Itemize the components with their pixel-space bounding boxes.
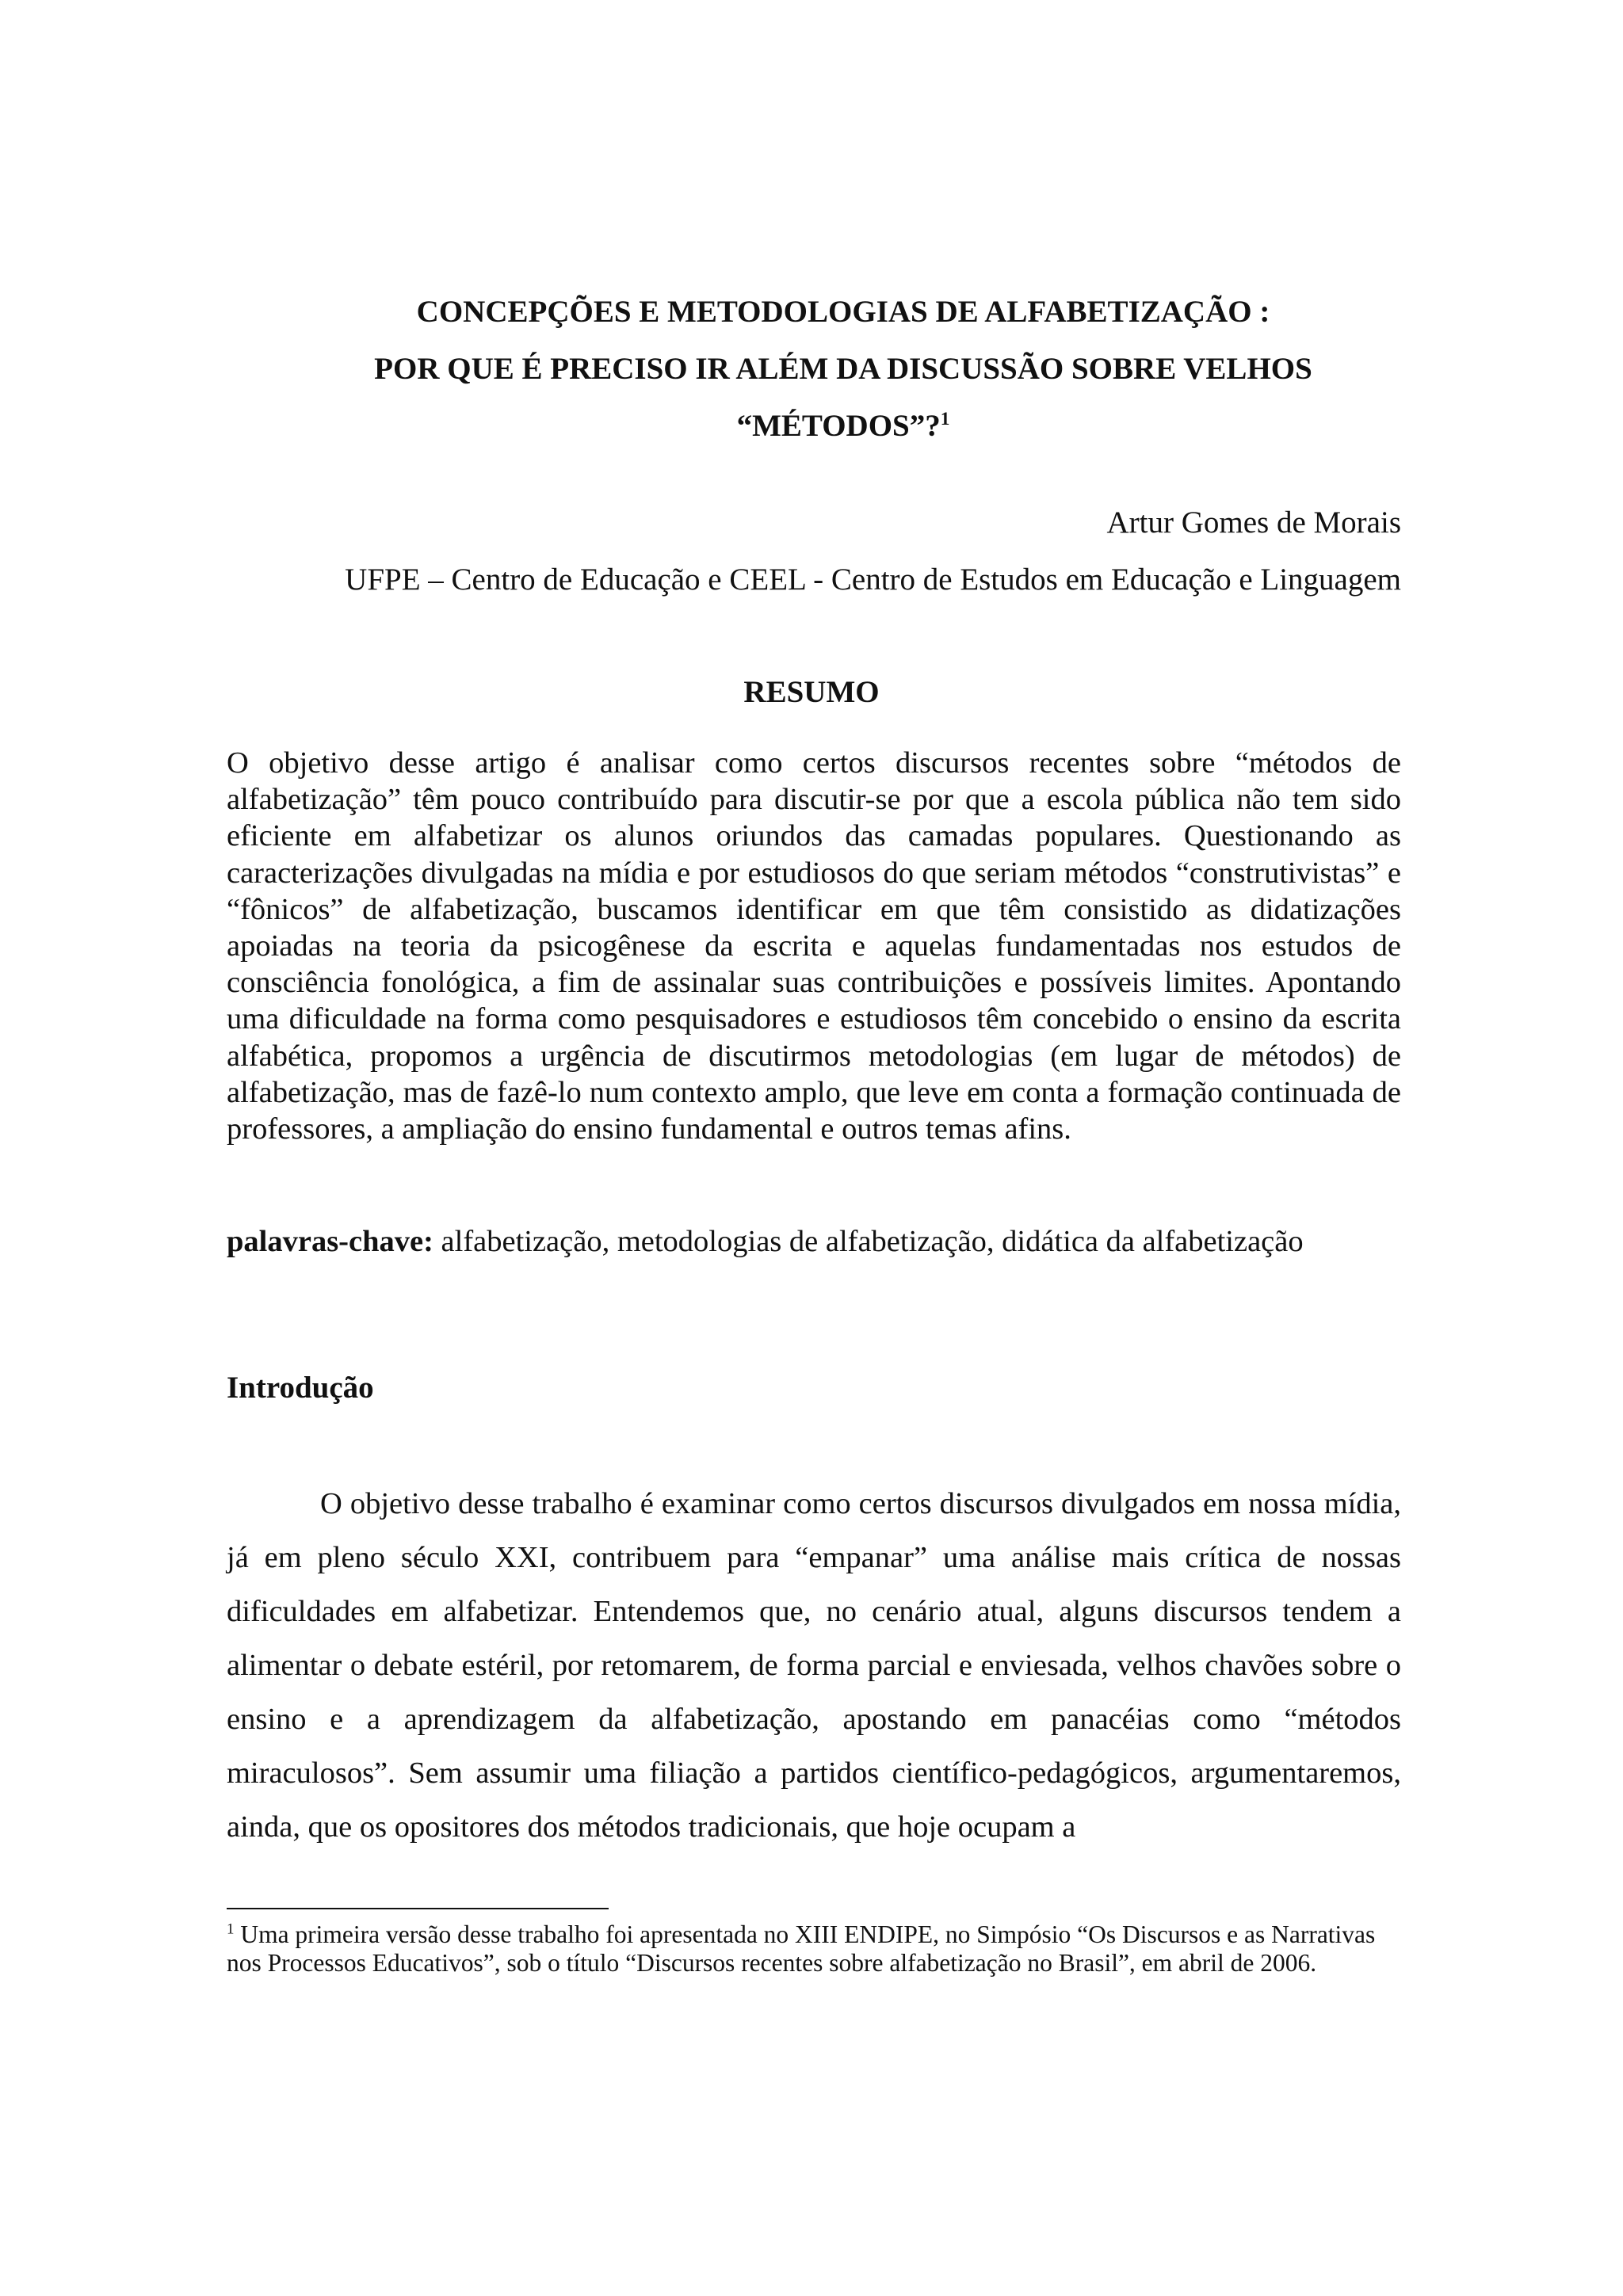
author-affiliation: UFPE – Centro de Educação e CEEL - Centro de Estudos em Educação e Linguagem: [345, 563, 1401, 597]
footnote-number: 1: [227, 1920, 235, 1938]
abstract-heading: RESUMO: [743, 675, 880, 709]
title-line-2: POR QUE É PRECISO IR ALÉM DA DISCUSSÃO SOBRE VELHOS: [374, 352, 1312, 386]
keywords-text: alfabetização, metodologias de alfabetização, didática da alfabetização: [441, 1225, 1304, 1258]
introduction-text: O objetivo desse trabalho é examinar como certos discursos divulgados em nossa mídia, já em pleno século XXI, contribuem para “empanar” uma análise mais crítica de nossas dificuldades em alfabetizar. Entendemos que, no cenário atual, alguns discursos tendem a alimentar o debate estéril, por retomarem, de forma parcial e enviesada, velhos chavões sobre o ensino e a aprendizagem da alfabetização, apostando em panacéias como “métodos miraculosos”. Sem assumir uma filiação a partidos científico-pedagógicos, argumentaremos, ainda, que os opositores dos métodos tradicionais, que hoje ocupam a: [227, 1487, 1401, 1844]
abstract-text: O objetivo desse artigo é analisar como certos discursos recentes sobre “métodos de alfabetização” têm pouco contribuído para discutir-se por que a escola pública não tem sido eficiente em alfabetizar os alunos oriundos das camadas populares. Questionando as caracterizações divulgadas na mídia e por estudiosos do que seriam métodos “construtivistas” e “fônicos” de alfabetização, buscamos identificar em que têm consistido as didatizações apoiadas na teoria da psicogênese da escrita e aquelas fundamentadas nos estudos de consciência fonológica, a fim de assinalar suas contribuições e possíveis limites. Apontando uma dificuldade na forma como pesquisadores e estudiosos têm concebido o ensino da escrita alfabética, propomos a urgência de discutirmos metodologias (em lugar de métodos) de alfabetização, mas de fazê-lo num contexto amplo, que leve em conta a formação continuada de professores, a ampliação do ensino fundamental e outros temas afins.: [227, 746, 1401, 1146]
keywords-label: palavras-chave:: [227, 1225, 433, 1258]
footnote-text: Uma primeira versão desse trabalho foi apresentada no XIII ENDIPE, no Simpósio “Os Discursos e as Narrativas nos Processos Educativos”, sob o título “Discursos recentes sobre alfabetização no Brasil”, em abril de 2006.: [227, 1920, 1376, 1977]
introduction-heading: Introdução: [227, 1371, 374, 1405]
footnote-divider: [227, 1908, 609, 1909]
author-name: Artur Gomes de Morais: [1106, 505, 1401, 540]
footnote: [227, 1920, 1401, 1978]
title-line-1: CONCEPÇÕES E METODOLOGIAS DE ALFABETIZAÇÃO :: [416, 295, 1270, 329]
title-footnote-ref: 1: [940, 409, 950, 429]
title-line-3: [238, 398, 1449, 455]
keywords: [227, 1223, 1401, 1260]
paper-title: [238, 284, 1449, 455]
title-line-3-text: “MÉTODOS”?: [736, 409, 941, 443]
